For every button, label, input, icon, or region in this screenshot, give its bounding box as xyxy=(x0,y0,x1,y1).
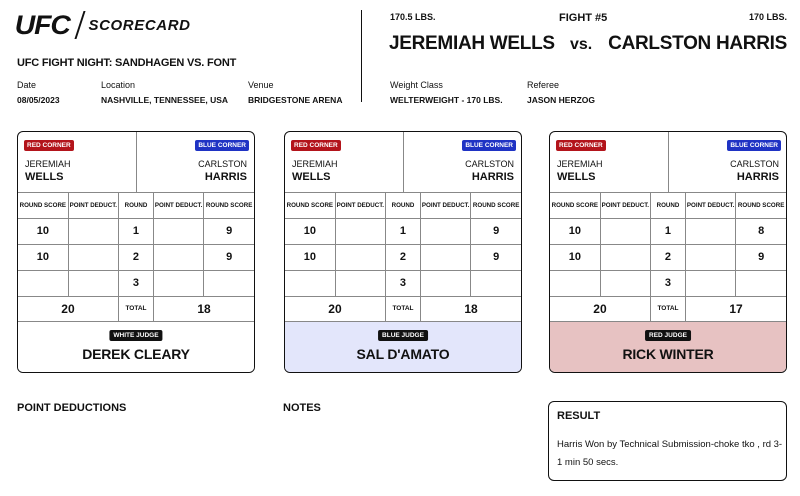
total-row xyxy=(550,296,786,321)
blue-total-score: 18 xyxy=(154,296,254,321)
blue-corner-badge: BLUE CORNER xyxy=(727,140,781,151)
blue-round-score: 9 xyxy=(471,244,521,270)
red-corner-fighter xyxy=(292,159,338,183)
judge-name: RICK WINTER xyxy=(622,346,714,362)
corner-header xyxy=(550,132,786,193)
score-table-header xyxy=(285,193,521,218)
blue-point-deduct-header: POINT DEDUCT. xyxy=(154,193,204,218)
round-row xyxy=(550,218,786,244)
corner-header xyxy=(18,132,254,193)
judge-scorecard-1 xyxy=(17,131,255,373)
logo-text: UFC xyxy=(14,9,70,40)
blue-corner-badge: BLUE CORNER xyxy=(462,140,516,151)
blue-fighter-name: CARLSTON HARRIS xyxy=(608,33,787,54)
total-label: TOTAL xyxy=(118,296,153,321)
location-value: NASHVILLE, TENNESSEE, USA xyxy=(101,95,229,105)
round-number: 3 xyxy=(385,270,420,296)
result-text: Harris Won by Technical Submission-choke tko , rd 3- 1 min 50 secs. xyxy=(557,439,783,468)
logo-divider xyxy=(74,11,85,39)
blue-round-score: 9 xyxy=(736,244,786,270)
red-corner-badge: RED CORNER xyxy=(24,140,74,151)
blue-point-deduction xyxy=(686,218,736,244)
blue-round-score: 9 xyxy=(471,218,521,244)
red-point-deduction xyxy=(68,244,118,270)
total-row xyxy=(18,296,254,321)
judge-scorecard-2 xyxy=(284,131,522,373)
notes-title: NOTES xyxy=(283,402,321,414)
red-round-score: 10 xyxy=(550,244,600,270)
weight-class-value: WELTERWEIGHT - 170 LBS. xyxy=(390,95,503,105)
red-corner-badge: RED CORNER xyxy=(556,140,606,151)
corner-divider xyxy=(136,132,137,193)
red-total-score: 20 xyxy=(285,296,385,321)
blue-fighter-weight: 170 LBS. xyxy=(748,12,787,22)
round-row xyxy=(550,270,786,296)
blue-point-deduction xyxy=(154,270,204,296)
referee-value: JASON HERZOG xyxy=(527,95,596,105)
red-point-deduction xyxy=(68,218,118,244)
venue-value: BRIDGESTONE ARENA xyxy=(248,95,343,105)
venue-meta xyxy=(248,80,342,105)
round-header: ROUND xyxy=(650,193,685,218)
header-divider xyxy=(361,10,362,102)
judge-footer xyxy=(550,321,786,373)
red-point-deduction xyxy=(335,218,385,244)
red-last-name: WELLS xyxy=(292,171,331,183)
blue-point-deduct-header: POINT DEDUCT. xyxy=(686,193,736,218)
red-round-score xyxy=(18,270,68,296)
fight-number: FIGHT #5 xyxy=(559,12,608,24)
score-table xyxy=(285,193,521,322)
blue-round-score: 9 xyxy=(204,218,254,244)
round-row xyxy=(18,244,254,270)
red-corner-fighter xyxy=(557,159,603,183)
red-total-score: 20 xyxy=(550,296,650,321)
result-title: RESULT xyxy=(557,410,601,422)
logo-subtitle: SCORECARD xyxy=(88,16,191,34)
blue-last-name: HARRIS xyxy=(736,171,779,183)
red-point-deduction xyxy=(600,270,650,296)
round-row xyxy=(285,218,521,244)
judge-name: DEREK CLEARY xyxy=(82,346,190,362)
weight-class-meta xyxy=(390,80,503,105)
red-round-score-header: ROUND SCORE xyxy=(18,193,68,218)
blue-point-deduction xyxy=(421,218,471,244)
red-round-score: 10 xyxy=(18,218,68,244)
blue-point-deduction xyxy=(421,270,471,296)
blue-point-deduction xyxy=(154,244,204,270)
red-fighter-weight: 170.5 LBS. xyxy=(390,12,436,22)
blue-total-score: 17 xyxy=(686,296,786,321)
blue-corner-fighter xyxy=(465,159,514,183)
referee-label: Referee xyxy=(527,80,560,90)
judge-footer xyxy=(285,321,521,373)
red-point-deduction xyxy=(335,244,385,270)
judge-name: SAL D'AMATO xyxy=(356,346,450,362)
red-round-score: 10 xyxy=(285,218,335,244)
red-point-deduction xyxy=(600,218,650,244)
blue-point-deduction xyxy=(686,270,736,296)
location-meta xyxy=(101,80,228,105)
blue-round-score xyxy=(736,270,786,296)
corner-divider xyxy=(668,132,669,193)
round-number: 3 xyxy=(118,270,153,296)
red-round-score-header: ROUND SCORE xyxy=(550,193,600,218)
score-table-header xyxy=(550,193,786,218)
blue-round-score xyxy=(204,270,254,296)
event-title: UFC FIGHT NIGHT: SANDHAGEN VS. FONT xyxy=(17,57,237,69)
blue-first-name: CARLSTON xyxy=(198,159,247,169)
blue-last-name: HARRIS xyxy=(471,171,514,183)
date-meta xyxy=(17,80,60,105)
red-last-name: WELLS xyxy=(25,171,64,183)
total-row xyxy=(285,296,521,321)
red-point-deduction xyxy=(335,270,385,296)
judge-badge: WHITE JUDGE xyxy=(109,330,162,341)
corner-divider xyxy=(403,132,404,193)
red-point-deduction xyxy=(68,270,118,296)
red-last-name: WELLS xyxy=(557,171,596,183)
red-point-deduct-header: POINT DEDUCT. xyxy=(600,193,650,218)
total-label: TOTAL xyxy=(650,296,685,321)
red-round-score: 10 xyxy=(18,244,68,270)
date-label: Date xyxy=(17,80,37,90)
blue-total-score: 18 xyxy=(421,296,521,321)
blue-first-name: CARLSTON xyxy=(730,159,779,169)
judge-badge: RED JUDGE xyxy=(645,330,691,341)
round-row xyxy=(550,244,786,270)
blue-point-deduction xyxy=(421,244,471,270)
red-round-score: 10 xyxy=(550,218,600,244)
red-round-score: 10 xyxy=(285,244,335,270)
red-point-deduct-header: POINT DEDUCT. xyxy=(68,193,118,218)
blue-point-deduction xyxy=(154,218,204,244)
score-table xyxy=(550,193,786,322)
location-label: Location xyxy=(101,80,136,90)
blue-round-score xyxy=(471,270,521,296)
blue-last-name: HARRIS xyxy=(204,171,247,183)
round-number: 1 xyxy=(385,218,420,244)
round-number: 1 xyxy=(650,218,685,244)
round-row xyxy=(285,244,521,270)
referee-meta xyxy=(527,80,595,105)
blue-point-deduction xyxy=(686,244,736,270)
red-first-name: JEREMIAH xyxy=(557,159,603,169)
red-round-score xyxy=(285,270,335,296)
red-fighter-name: JEREMIAH WELLS xyxy=(389,33,555,54)
red-point-deduct-header: POINT DEDUCT. xyxy=(335,193,385,218)
round-header: ROUND xyxy=(118,193,153,218)
blue-round-score-header: ROUND SCORE xyxy=(736,193,786,218)
blue-corner-fighter xyxy=(730,159,779,183)
judge-badge: BLUE JUDGE xyxy=(378,330,428,341)
weight-class-label: Weight Class xyxy=(390,80,443,90)
score-table-header xyxy=(18,193,254,218)
red-corner-fighter xyxy=(25,159,71,183)
round-header: ROUND xyxy=(385,193,420,218)
blue-round-score: 8 xyxy=(736,218,786,244)
point-deductions-title: POINT DEDUCTIONS xyxy=(17,402,127,414)
red-total-score: 20 xyxy=(18,296,118,321)
blue-round-score-header: ROUND SCORE xyxy=(471,193,521,218)
versus-label: vs. xyxy=(570,36,593,53)
round-row xyxy=(18,218,254,244)
judge-footer xyxy=(18,321,254,373)
ufc-logo xyxy=(16,8,191,42)
red-first-name: JEREMIAH xyxy=(25,159,71,169)
score-table xyxy=(18,193,254,322)
red-corner-badge: RED CORNER xyxy=(291,140,341,151)
blue-corner-badge: BLUE CORNER xyxy=(195,140,249,151)
blue-round-score: 9 xyxy=(204,244,254,270)
round-number: 2 xyxy=(650,244,685,270)
blue-first-name: CARLSTON xyxy=(465,159,514,169)
round-number: 3 xyxy=(650,270,685,296)
round-number: 1 xyxy=(118,218,153,244)
round-row xyxy=(285,270,521,296)
round-number: 2 xyxy=(118,244,153,270)
round-row xyxy=(18,270,254,296)
red-first-name: JEREMIAH xyxy=(292,159,338,169)
corner-header xyxy=(285,132,521,193)
round-number: 2 xyxy=(385,244,420,270)
red-round-score xyxy=(550,270,600,296)
total-label: TOTAL xyxy=(385,296,420,321)
result-box xyxy=(548,401,787,481)
red-round-score-header: ROUND SCORE xyxy=(285,193,335,218)
date-value: 08/05/2023 xyxy=(17,95,60,105)
blue-round-score-header: ROUND SCORE xyxy=(204,193,254,218)
red-point-deduction xyxy=(600,244,650,270)
blue-corner-fighter xyxy=(198,159,247,183)
blue-point-deduct-header: POINT DEDUCT. xyxy=(421,193,471,218)
judge-scorecard-3 xyxy=(549,131,787,373)
venue-label: Venue xyxy=(248,80,274,90)
